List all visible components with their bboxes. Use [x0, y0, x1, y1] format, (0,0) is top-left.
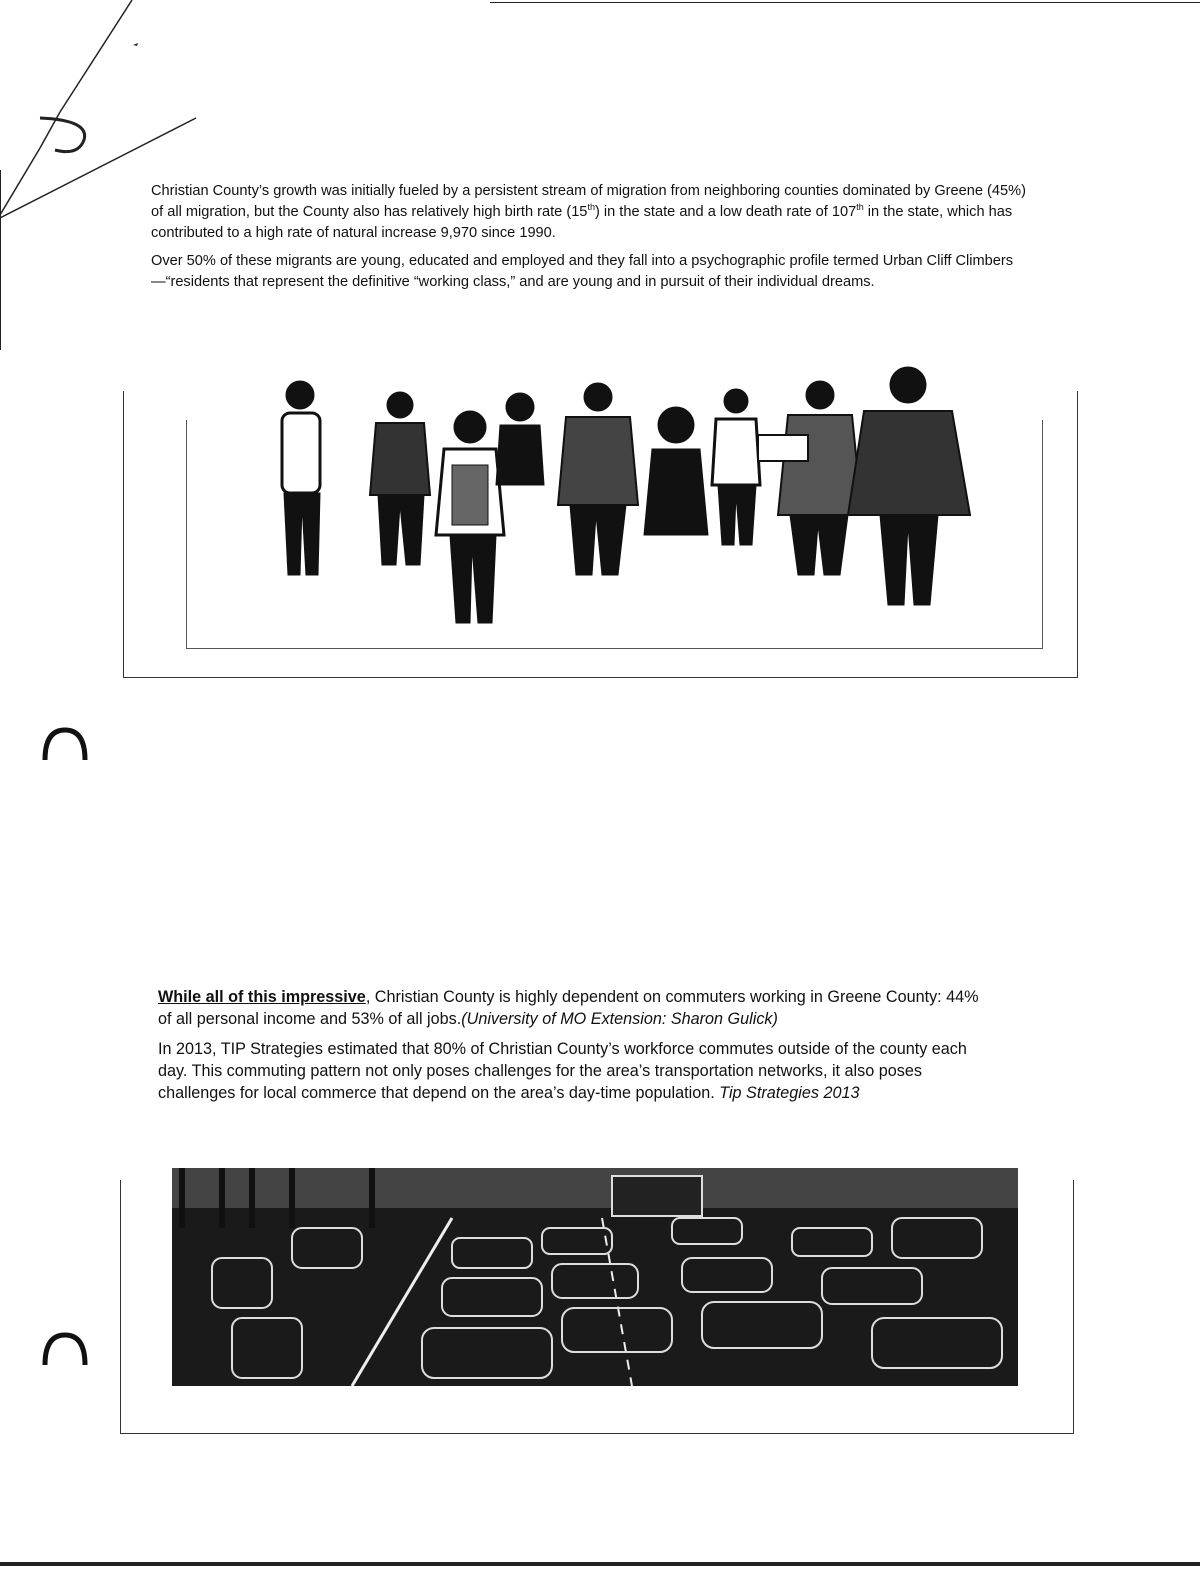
section-2-text	[158, 986, 988, 1112]
binder-hole-bottom	[40, 1325, 90, 1375]
corner-fold-mark	[0, 0, 210, 360]
binder-hole-top	[40, 720, 90, 770]
top-scan-line	[490, 2, 1200, 3]
migrants-profile-paragraph: Over 50% of these migrants are young, educated and employed and they fall into a psychographic profile termed Urban Cliff Climbers—“residents that represent the definitive “working class,” and are young and in pursuit of their individual dreams.	[151, 253, 1014, 290]
bottom-scan-edge	[0, 1562, 1200, 1566]
commuter-dependence-paragraph: While all of this impressive, Christian County is highly dependent on commuters working in Greene County: 44% of all personal income and 53% of all jobs.(University of MO Extension: Sharon Gulick)	[158, 988, 979, 1028]
underlined-lead: While all of this impressive	[158, 988, 366, 1006]
group-of-young-people-photo	[238, 365, 1018, 625]
tip-strategies-paragraph: In 2013, TIP Strategies estimated that 80% of Christian County’s workforce commutes outside of the county each day. This commuting pattern not only poses challenges for the area’s transportation networks, it also poses challenges for local commerce that depend on the area’s day-time population. Tip Strategies 2013	[158, 1040, 967, 1102]
traffic-jam-photo	[172, 1168, 1018, 1386]
citation-extension: (University of MO Extension: Sharon Gulick)	[461, 1010, 778, 1028]
section-1-text	[151, 181, 1031, 300]
citation-tip: Tip Strategies 2013	[719, 1084, 860, 1102]
migration-paragraph: Christian County’s growth was initially fueled by a persistent stream of migration from neighboring counties dominated by Greene (45%) of all migration, but the County also has relatively high birth rate (15th) in the state and a low death rate of 107th in the state, which has contributed to a high rate of natural increase 9,970 since 1990.	[151, 183, 1026, 241]
